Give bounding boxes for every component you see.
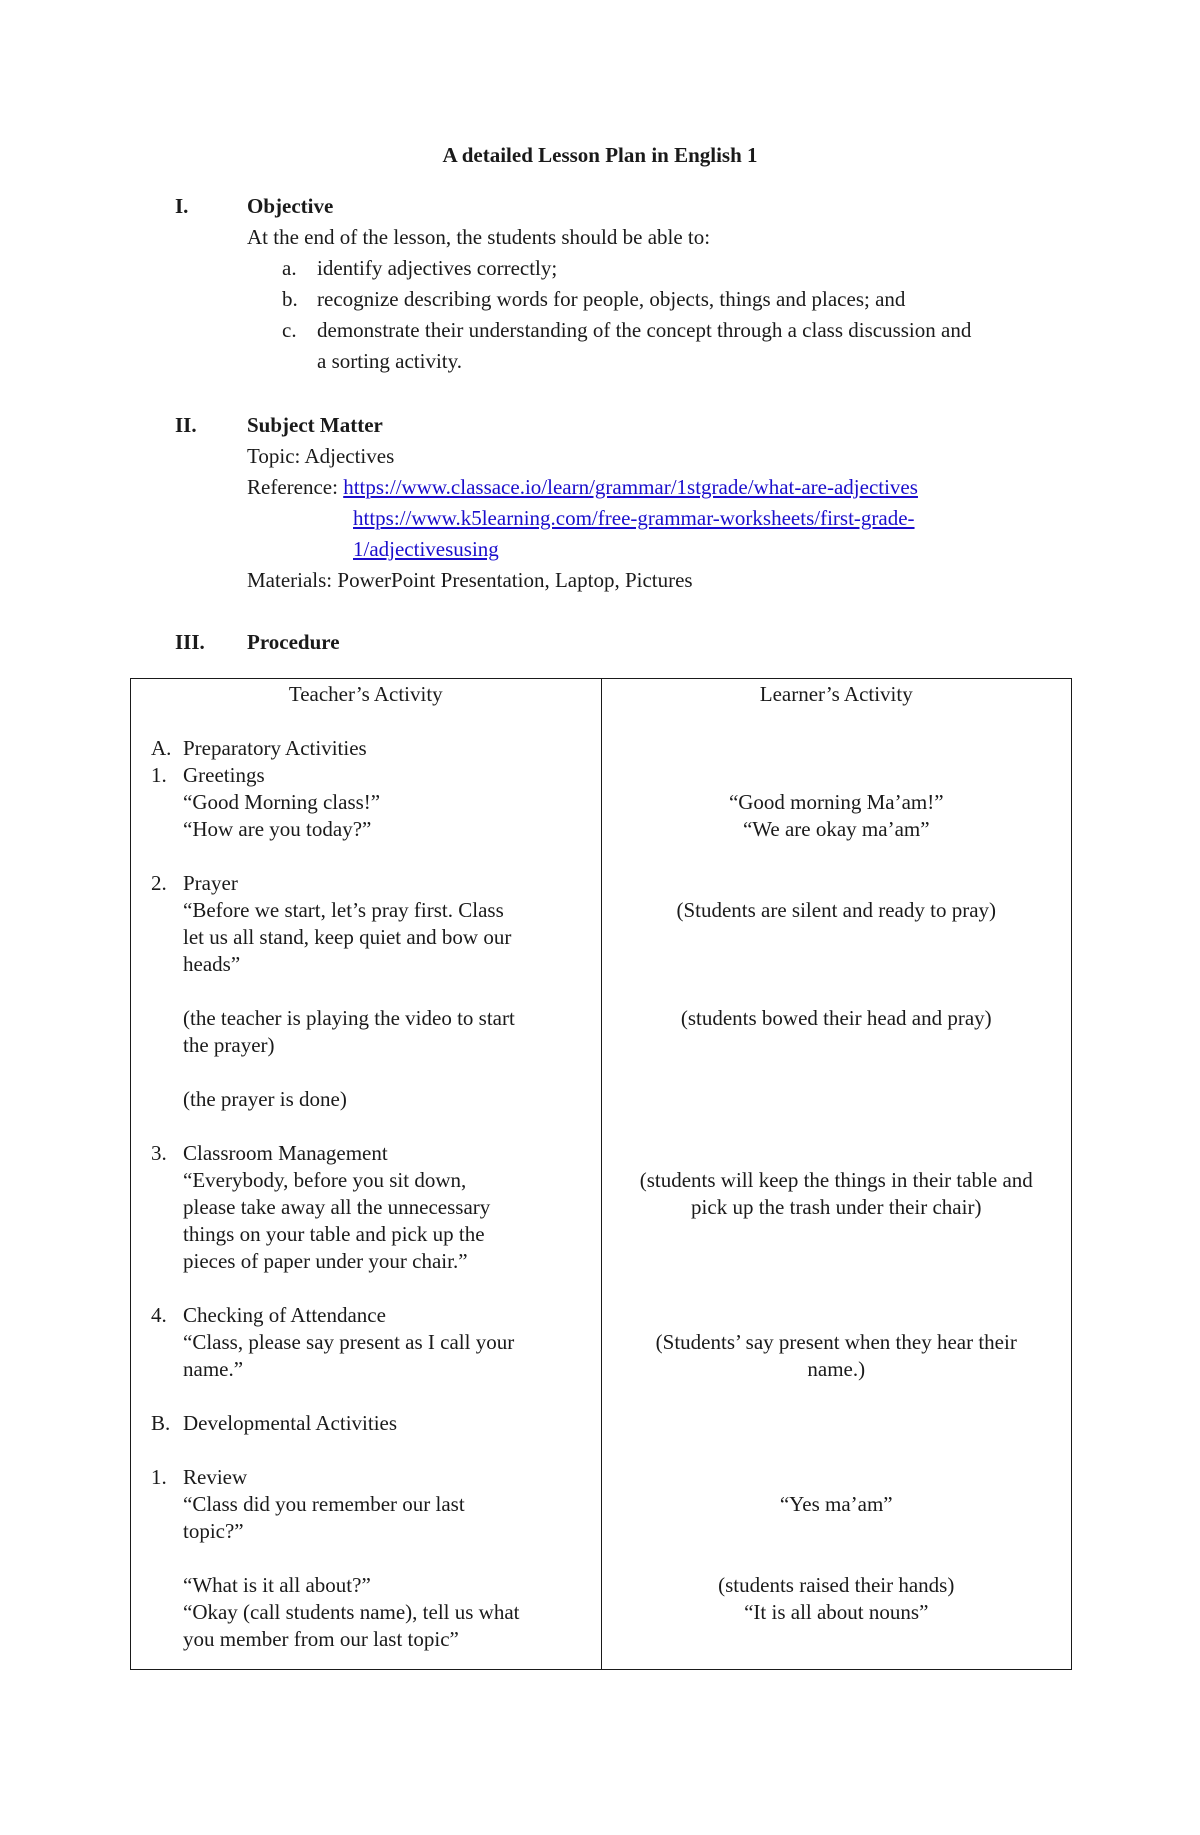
list-text: Checking of Attendance [183,1303,386,1327]
reference-link-classace[interactable]: https://www.classace.io/learn/grammar/1stgrade/what-are-adjectives [343,475,918,499]
teacher-line: topic?” [183,1519,244,1543]
objective-text: identify adjectives correctly; [317,256,558,280]
teacher-line: let us all stand, keep quiet and bow our [183,925,512,949]
learner-line: (students raised their hands) [718,1573,955,1597]
list-text: Review [183,1465,248,1489]
learner-line: “Good morning Ma’am!” [728,790,944,814]
section-numeral: I. [175,194,189,218]
learner-line: “It is all about nouns” [744,1600,929,1624]
teacher-line: “Class did you remember our last [183,1492,465,1516]
section-numeral: III. [175,630,205,654]
learner-line: (students will keep the things in their table and [639,1168,1033,1192]
reference-label: Reference: [247,475,344,499]
objective-list [247,253,1107,377]
objective-intro: At the end of the lesson, the students should be able to: [247,225,711,249]
list-item [151,1302,591,1383]
materials-line: Materials: PowerPoint Presentation, Laptop, Pictures [247,568,693,592]
list-label: 1. [151,1465,167,1489]
objective-text: demonstrate their understanding of the concept through a class discussion and [317,318,972,342]
list-label: 3. [151,1141,167,1165]
objective-item [247,315,1107,346]
objective-letter: a. [282,256,297,280]
table-row [131,679,1072,1670]
teacher-line: (the prayer is done) [183,1087,347,1111]
learner-activity-cell [601,679,1072,1670]
column-header-teacher: Teacher’s Activity [288,682,443,706]
reference-line-2 [247,503,1107,534]
teacher-line: “What is it all about?” [183,1573,371,1597]
list-label: B. [151,1411,171,1435]
learner-line: pick up the trash under their chair) [691,1195,982,1219]
teacher-activity-cell [131,679,602,1670]
list-item [151,762,591,843]
teacher-line: “How are you today?” [183,817,372,841]
teacher-line: “Everybody, before you sit down, [183,1168,467,1192]
objective-item-continued [247,346,1107,377]
objective-item [247,284,1107,315]
list-label: 1. [151,763,167,787]
list-label: 4. [151,1303,167,1327]
teacher-line: (the teacher is playing the video to start [183,1006,515,1030]
section-heading-subject-matter: Subject Matter [247,413,383,437]
teacher-line: things on your table and pick up the [183,1222,485,1246]
objective-letter: c. [282,318,297,342]
objective-letter: b. [282,287,298,311]
teacher-line: please take away all the unnecessary [183,1195,491,1219]
list-text: Preparatory Activities [183,736,367,760]
list-text: Prayer [183,871,238,895]
reference-line-3 [247,534,1107,565]
teacher-line: the prayer) [183,1033,275,1057]
list-item [151,1140,591,1275]
learner-line: “Yes ma’am” [779,1492,893,1516]
objective-text: recognize describing words for people, objects, things and places; and [317,287,906,311]
teacher-line: “Okay (call students name), tell us what [183,1600,520,1624]
objective-text: a sorting activity. [317,349,463,373]
section-numeral: II. [175,413,197,437]
teacher-line: you member from our last topic” [183,1627,459,1651]
teacher-line: pieces of paper under your chair.” [183,1249,468,1273]
section-heading-objective: Objective [247,194,334,218]
learner-line: (Students’ say present when they hear their [655,1330,1017,1354]
topic-line: Topic: Adjectives [247,444,395,468]
objective-item [247,253,1107,284]
learner-line: “We are okay ma’am” [742,817,930,841]
section-heading-procedure: Procedure [247,630,340,654]
list-item [151,1464,591,1653]
learner-line: (students bowed their head and pray) [680,1006,992,1030]
teacher-line: “Class, please say present as I call your [183,1330,515,1354]
teacher-line: name.” [183,1357,244,1381]
list-text: Greetings [183,763,265,787]
list-text: Classroom Management [183,1141,388,1165]
learner-line: (Students are silent and ready to pray) [676,898,997,922]
reference-link-k5learning[interactable]: https://www.k5learning.com/free-grammar-worksheets/first-grade- [353,506,915,530]
teacher-line: “Before we start, let’s pray first. Class [183,898,504,922]
reference-link-k5learning-cont[interactable]: 1/adjectivesusing [353,537,499,561]
list-label: 2. [151,871,167,895]
column-header-learner: Learner’s Activity [759,682,913,706]
procedure-table [130,678,1072,1670]
list-text: Developmental Activities [183,1411,398,1435]
list-label: A. [151,736,172,760]
learner-line: name.) [807,1357,866,1381]
list-item [151,870,591,1113]
teacher-line: heads” [183,952,241,976]
reference-line [247,472,1107,503]
document-title: A detailed Lesson Plan in English 1 [442,143,758,167]
list-item [151,1410,591,1437]
teacher-line: “Good Morning class!” [183,790,381,814]
list-item [151,735,591,762]
